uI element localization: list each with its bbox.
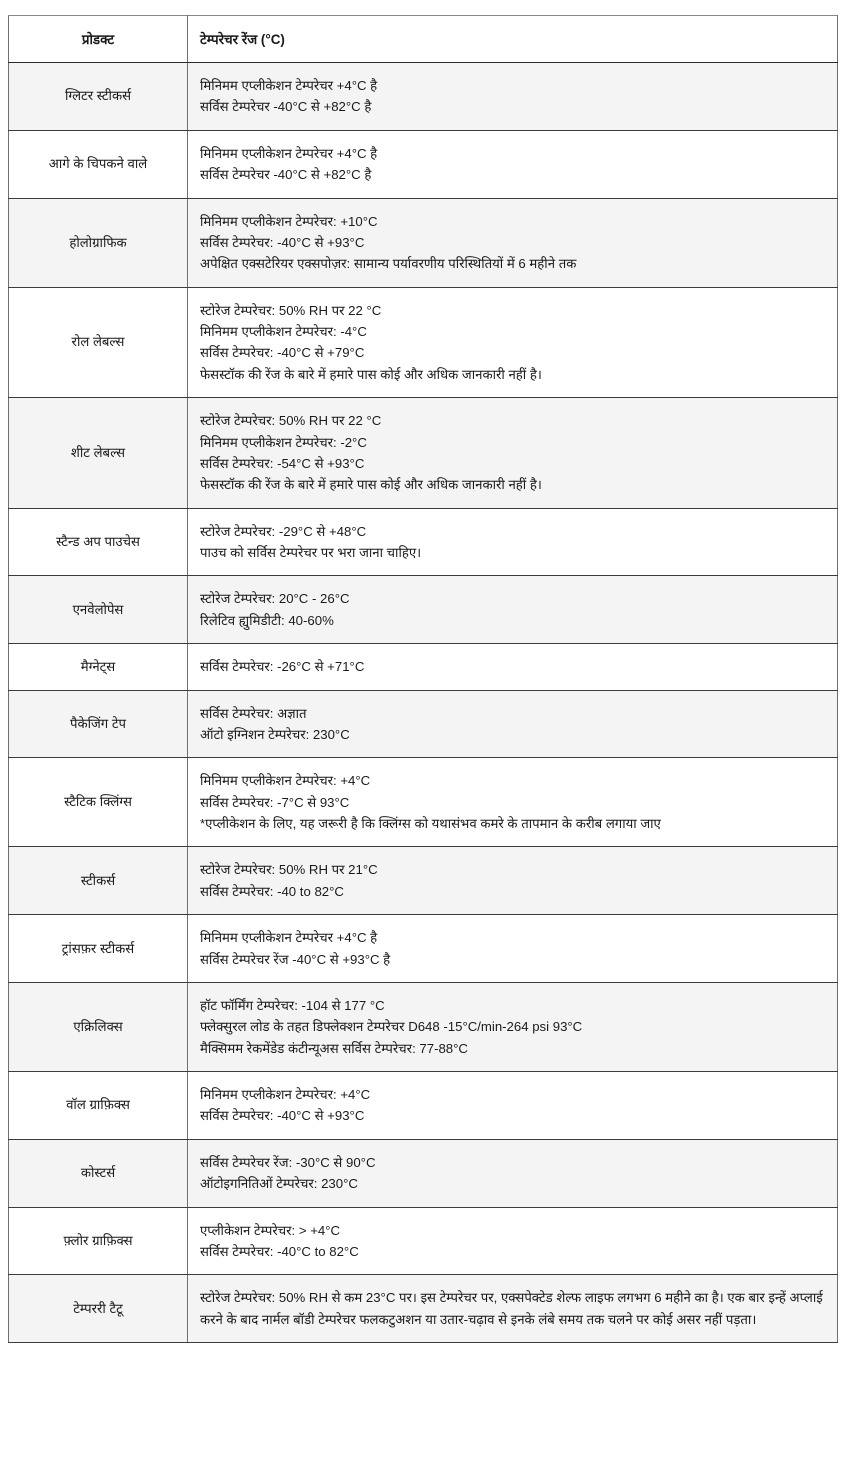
product-name-cell xyxy=(9,915,188,983)
temperature-range-line: रिलेटिव ह्युमिडीटी: 40-60% xyxy=(200,612,334,628)
product-temperature-table xyxy=(8,15,838,1343)
temperature-range-line: सर्विस टेम्परेचर रेंज: -30°C से 90°C xyxy=(200,1154,376,1170)
temperature-range-line: स्टोरेज टेम्परेचर: 50% RH से कम 23°C पर। इस टेम्परेचर पर, एक्सपेक्टेड शेल्फ लाइफ लगभग 6 महीने का है। एक बार इन्हें अप्लाई करने के बाद नार्मल बॉडी टेम्परेचर फलकटुअशन या उतार-चढ़ाव से इनके लंबे समय तक चलने पर कोई असर नहीं पड़ता। xyxy=(200,1290,823,1327)
temperature-range-cell xyxy=(188,758,838,847)
column-header-temperature-range: टेम्परेचर रेंज (°C) xyxy=(188,16,838,63)
temperature-range-cell xyxy=(188,398,838,509)
table-row xyxy=(9,1275,838,1343)
temperature-range-line: सर्विस टेम्परेचर: -54°C से +93°C xyxy=(200,455,365,471)
product-name-cell xyxy=(9,63,188,131)
temperature-range-line: सर्विस टेम्परेचर रेंज -40°C से +93°C है xyxy=(200,951,391,967)
temperature-range-cell xyxy=(188,576,838,644)
product-name-label: शीट लेबल्स xyxy=(70,444,126,460)
table-header-row xyxy=(9,16,838,63)
temperature-range-line: *एप्लीकेशन के लिए, यह जरूरी है कि क्लिंग्स को यथासंभव कमरे के तापमान के करीब लगाया जाए xyxy=(200,816,661,831)
temperature-range-cell xyxy=(188,1072,838,1140)
table-body xyxy=(9,63,838,1343)
temperature-range-line: मिनिमम एप्लीकेशन टेम्परेचर: -2°C xyxy=(200,434,367,450)
product-name-cell xyxy=(9,1072,188,1140)
temperature-range-cell xyxy=(188,982,838,1071)
product-name-label: वॉल ग्राफ़िक्स xyxy=(66,1097,130,1113)
product-name-cell xyxy=(9,758,188,847)
table-row xyxy=(9,198,838,287)
temperature-range-cell xyxy=(188,1139,838,1207)
table-row xyxy=(9,690,838,758)
temperature-range-line: मिनिमम एप्लीकेशन टेम्परेचर: +10°C xyxy=(200,213,378,229)
product-name-label: स्टीकर्स xyxy=(80,872,116,888)
table-row xyxy=(9,847,838,915)
temperature-range-cell xyxy=(188,508,838,576)
product-name-cell xyxy=(9,847,188,915)
temperature-range-line: सर्विस टेम्परेचर: -26°C से +71°C xyxy=(200,659,365,675)
temperature-range-cell xyxy=(188,644,838,690)
product-name-label: एनवेलोपेस xyxy=(72,601,124,617)
table-row xyxy=(9,130,838,198)
product-name-label: स्टैन्ड अप पाउचेस xyxy=(56,534,140,550)
product-name-cell xyxy=(9,130,188,198)
temperature-range-cell xyxy=(188,287,838,398)
temperature-range-line: मिनिमम एप्लीकेशन टेम्परेचर: +4°C xyxy=(200,1087,371,1102)
temperature-range-cell xyxy=(188,130,838,198)
product-name-label: होलोग्राफिक xyxy=(69,234,127,250)
temperature-range-line: सर्विस टेम्परेचर -40°C से +82°C है xyxy=(200,167,372,183)
temperature-range-line: मिनिमम एप्लीकेशन टेम्परेचर +4°C है xyxy=(200,930,378,946)
column-header-product: प्रोडक्ट xyxy=(9,16,188,63)
table-row xyxy=(9,508,838,576)
temperature-range-line: फेसस्टॉक की रेंज के बारे में हमारे पास कोई और अधिक जानकारी नहीं है। xyxy=(200,477,542,493)
product-name-cell xyxy=(9,508,188,576)
temperature-range-line: मिनिमम एप्लीकेशन टेम्परेचर +4°C है xyxy=(200,145,378,161)
product-name-label: स्टैटिक क्लिंग्स xyxy=(64,794,132,810)
temperature-range-line: ऑटो इग्निशन टेम्परेचर: 230°C xyxy=(200,726,350,742)
product-name-label: ट्रांसफ़र स्टीकर्स xyxy=(61,940,135,956)
temperature-range-line: सर्विस टेम्परेचर: -40°C से +93°C xyxy=(200,234,365,250)
product-name-label: कोस्टर्स xyxy=(80,1165,116,1181)
temperature-range-line: मिनिमम एप्लीकेशन टेम्परेचर +4°C है xyxy=(200,78,378,93)
product-name-label: ग्लिटर स्टीकर्स xyxy=(64,88,131,104)
table-row xyxy=(9,63,838,131)
table-row xyxy=(9,915,838,983)
table-row xyxy=(9,1207,838,1275)
temperature-range-line: सर्विस टेम्परेचर: -40°C से +79°C xyxy=(200,345,365,361)
temperature-range-line: स्टोरेज टेम्परेचर: 50% RH पर 21°C xyxy=(200,862,378,878)
product-name-cell xyxy=(9,690,188,758)
product-name-label: आगे के चिपकने वाले xyxy=(48,156,148,172)
temperature-range-line: ऑटोइगनितिओं टेम्परेचर: 230°C xyxy=(200,1176,358,1192)
product-name-cell xyxy=(9,198,188,287)
product-name-cell xyxy=(9,576,188,644)
temperature-range-line: स्टोरेज टेम्परेचर: 50% RH पर 22 °C xyxy=(200,302,382,318)
product-name-label: टेम्पररी टैटू xyxy=(73,1300,123,1316)
temperature-range-line: मैक्सिमम रेकमेंडेड कंटीन्यूअस सर्विस टेम्परेचर: 77-88°C xyxy=(200,1040,468,1056)
table-row xyxy=(9,1139,838,1207)
table-header xyxy=(9,16,838,63)
product-name-label: फ़्लोर ग्राफ़िक्स xyxy=(63,1232,133,1248)
temperature-range-line: सर्विस टेम्परेचर: -7°C से 93°C xyxy=(200,794,350,810)
temperature-range-line: एप्लीकेशन टेम्परेचर: > +4°C xyxy=(200,1222,341,1238)
product-name-cell xyxy=(9,1207,188,1275)
table-row xyxy=(9,758,838,847)
temperature-range-cell xyxy=(188,690,838,758)
temperature-range-cell xyxy=(188,1207,838,1275)
product-name-label: एक्रिलिक्स xyxy=(73,1019,123,1035)
temperature-range-cell xyxy=(188,1275,838,1343)
temperature-range-cell xyxy=(188,915,838,983)
temperature-range-cell xyxy=(188,198,838,287)
temperature-range-line: सर्विस टेम्परेचर: -40°C से +93°C xyxy=(200,1108,365,1124)
product-name-label: रोल लेबल्स xyxy=(71,334,125,350)
temperature-range-line: सर्विस टेम्परेचर -40°C से +82°C है xyxy=(200,99,372,115)
table-row xyxy=(9,982,838,1071)
temperature-range-line: अपेक्षित एक्सटेरियर एक्सपोज़र: सामान्य पर्यावरणीय परिस्थितियों में 6 महीने तक xyxy=(200,256,577,272)
temperature-range-line: स्टोरेज टेम्परेचर: 50% RH पर 22 °C xyxy=(200,413,382,429)
table-row xyxy=(9,644,838,690)
product-name-label: मैग्नेट्स xyxy=(80,658,116,674)
temperature-range-cell xyxy=(188,63,838,131)
table-row xyxy=(9,576,838,644)
temperature-range-line: फेसस्टॉक की रेंज के बारे में हमारे पास कोई और अधिक जानकारी नहीं है। xyxy=(200,366,542,382)
temperature-range-line: स्टोरेज टेम्परेचर: 20°C - 26°C xyxy=(200,591,350,607)
temperature-range-cell xyxy=(188,847,838,915)
product-name-cell xyxy=(9,287,188,398)
temperature-range-line: हॉट फॉर्मिंग टेम्परेचर: -104 से 177 °C xyxy=(200,997,385,1013)
temperature-range-line: सर्विस टेम्परेचर: अज्ञात xyxy=(200,705,307,721)
product-name-cell xyxy=(9,982,188,1071)
temperature-range-line: सर्विस टेम्परेचर: -40 to 82°C xyxy=(200,883,344,899)
temperature-range-line: मिनिमम एप्लीकेशन टेम्परेचर: +4°C xyxy=(200,773,371,789)
temperature-range-line: पाउच को सर्विस टेम्परेचर पर भरा जाना चाहिए। xyxy=(200,545,422,560)
product-name-cell xyxy=(9,398,188,509)
temperature-range-line: सर्विस टेम्परेचर: -40°C to 82°C xyxy=(200,1243,359,1259)
product-name-label: पैकेजिंग टेप xyxy=(69,715,127,731)
product-name-cell xyxy=(9,644,188,690)
temperature-range-line: फ्लेक्सुरल लोड के तहत डिफ्लेक्शन टेम्परेचर D648 -15°C/min-264 psi 93°C xyxy=(200,1019,583,1035)
table-row xyxy=(9,287,838,398)
temperature-range-line: स्टोरेज टेम्परेचर: -29°C से +48°C xyxy=(200,523,367,539)
table-row xyxy=(9,398,838,509)
product-name-cell xyxy=(9,1275,188,1343)
product-name-cell xyxy=(9,1139,188,1207)
temperature-range-line: मिनिमम एप्लीकेशन टेम्परेचर: -4°C xyxy=(200,324,367,339)
table-row xyxy=(9,1072,838,1140)
